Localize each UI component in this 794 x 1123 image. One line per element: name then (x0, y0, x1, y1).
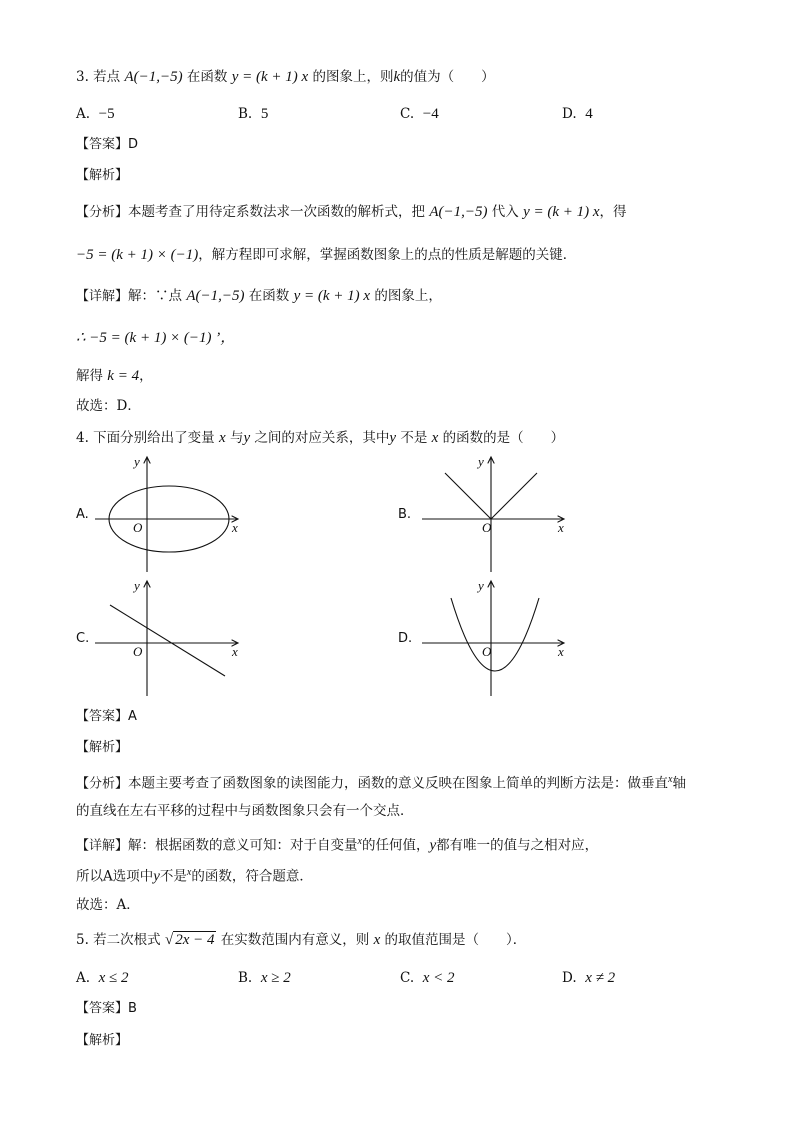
origin-label: O (133, 520, 143, 535)
q4-stem-text: 不是 (400, 430, 428, 446)
parabola-curve (451, 598, 539, 671)
answer-tag: 【答案】 (76, 137, 129, 152)
detail-text: 的图象上， (374, 288, 442, 304)
detail-text: 的任何值， (361, 837, 430, 854)
detail-text: 的函数，符合题意． (191, 868, 313, 885)
graph-d (418, 576, 578, 701)
detail-text: 解：∵点 (128, 288, 183, 304)
option-value: x < 2 (422, 970, 455, 986)
detail-text: 在函数 (248, 288, 290, 304)
detail-result: k = 4 (107, 368, 140, 384)
option-label: C. (400, 970, 415, 986)
q5-answer (76, 999, 137, 1019)
q3-conclusion: 故选：D． (76, 398, 141, 414)
option-value: x ≥ 2 (260, 970, 291, 986)
q4-jiexi: 【解析】 (76, 740, 129, 755)
origin-label: O (482, 644, 492, 659)
analysis-text: 本题主要考查了函数图象的读图能力，函数的意义反映在图象上简单的判断方法是：做垂直 (128, 775, 669, 792)
x-axis-label: x (558, 520, 564, 535)
q4-var-x: x (431, 430, 439, 446)
graph-b-label: B. (398, 507, 412, 522)
q3-stem-mid: 在函数 (186, 69, 228, 85)
option-label: C. (400, 106, 415, 122)
answer-value: D (128, 137, 139, 152)
radicand: 2x − 4 (175, 932, 215, 948)
q4-stem-text: 4. 下面分别给出了变量 (76, 430, 215, 446)
detail-var-y: y (429, 837, 437, 854)
q4-conclusion: 故选：A． (76, 897, 140, 913)
q3-detail-line-3 (76, 366, 153, 386)
option-value: −4 (422, 106, 439, 122)
option-value: 4 (585, 106, 593, 122)
q5-option-c (400, 968, 455, 988)
q4-answer (76, 707, 137, 727)
q4-stem-text: 之间的对应关系，其中 (254, 430, 390, 446)
detail-text: ， (139, 368, 153, 384)
q3-option-b (238, 104, 268, 124)
q5-stem-text: 5. 若二次根式 (76, 932, 161, 948)
q5-stem-text: 的取值范围是（ ）． (384, 932, 527, 948)
option-label: D. (562, 106, 577, 122)
option-value: x ≠ 2 (585, 970, 616, 986)
y-axis-label: y (478, 578, 484, 593)
q3-stem (76, 67, 495, 87)
linear-curve (110, 605, 225, 676)
detail-point: A(−1,−5) (186, 288, 245, 304)
q4-stem-text: 的函数的是（ ） (442, 430, 565, 446)
detail-text: 所以A选项中 (76, 868, 154, 885)
q4-analysis-line-1 (76, 770, 686, 795)
q4-stem (76, 428, 564, 448)
answer-value: B (128, 1001, 137, 1016)
option-label: A. (76, 106, 91, 122)
detail-text: 解：根据函数的意义可知：对于自变量 (128, 837, 358, 854)
option-value: 5 (260, 106, 269, 122)
analysis-text: 轴 (672, 775, 686, 792)
q4-var-x: x (218, 430, 226, 446)
q5-stem-text: 在实数范围内有意义，则 (220, 932, 370, 948)
detail-text: 都有唯一的值与之相对应， (436, 837, 599, 854)
q4-detail-line-2 (76, 863, 313, 887)
q5-var-x: x (373, 932, 381, 948)
origin-label: O (133, 644, 143, 659)
analysis-function: y = (k + 1) x (523, 204, 600, 220)
q3-analysis-line-1 (76, 202, 627, 223)
q3-stem-suffix-1: 的图象上，则 (312, 69, 394, 85)
graph-b (418, 452, 578, 577)
option-label: D. (562, 970, 577, 986)
q4-analysis-line-2: 的直线在左右平移的过程中与函数图象只会有一个交点． (76, 803, 414, 819)
option-value: −5 (98, 106, 115, 122)
analysis-tag: 【分析】 (76, 776, 129, 792)
analysis-point: A(−1,−5) (429, 204, 488, 220)
detail-equation: ∴ −5 = (k + 1) × (−1) ’， (76, 330, 236, 346)
q3-option-c (400, 104, 439, 124)
detail-function: y = (k + 1) x (293, 288, 371, 304)
q3-k: k (393, 69, 401, 85)
q3-jiexi: 【解析】 (76, 168, 129, 183)
analysis-text: 本题考查了用待定系数法求一次函数的解析式，把 (128, 204, 426, 220)
q4-stem-text: 与 (229, 430, 244, 446)
detail-text: 不是 (159, 868, 187, 885)
x-axis-label: x (232, 644, 238, 659)
x-axis-label: x (232, 520, 238, 535)
detail-text: 解得 (76, 368, 103, 384)
graph-a (90, 452, 260, 577)
q4-var-y: y (389, 430, 397, 446)
q4-var-y: y (243, 430, 251, 446)
answer-value: A (128, 709, 137, 724)
q3-stem-suffix-2: 的值为（ ） (400, 69, 495, 85)
detail-tag: 【详解】 (76, 838, 129, 854)
analysis-var-x: x (668, 774, 673, 785)
q5-option-a (76, 968, 129, 988)
q5-option-b (238, 968, 291, 988)
analysis-tag: 【分析】 (76, 205, 129, 220)
graph-c (90, 576, 260, 701)
q3-function: y = (k + 1) x (231, 69, 309, 85)
q3-option-d (562, 104, 593, 124)
detail-var-x: x (357, 836, 362, 847)
q4-detail-line-1 (76, 832, 598, 857)
q5-radical: √ 2x − 4 (164, 932, 215, 948)
q3-option-a (76, 104, 115, 124)
q3-analysis-line-2 (76, 245, 576, 265)
detail-var-x: x (186, 867, 192, 878)
y-axis-label: y (478, 454, 484, 469)
graph-a-label: A. (76, 507, 89, 522)
y-axis-label: y (134, 454, 140, 469)
analysis-equation: −5 = (k + 1) × (−1) (76, 247, 199, 263)
y-axis-label: y (134, 578, 140, 593)
answer-tag: 【答案】 (76, 1001, 129, 1016)
q3-detail-line-2 (76, 328, 235, 348)
origin-label: O (482, 520, 492, 535)
q3-detail-line-1 (76, 286, 442, 307)
option-label: A. (76, 970, 91, 986)
graph-d-label: D. (398, 631, 413, 646)
analysis-text: ，得 (599, 204, 627, 220)
analysis-text: ，解方程即可求解，掌握函数图象上的点的性质是解题的关键． (198, 247, 577, 263)
detail-tag: 【详解】 (76, 289, 129, 304)
analysis-text: 代入 (491, 204, 519, 220)
q5-stem (76, 930, 526, 950)
option-value: x ≤ 2 (98, 970, 129, 986)
detail-var-y: y (153, 868, 160, 885)
x-axis-label: x (558, 644, 564, 659)
q5-option-d (562, 968, 615, 988)
option-label: B. (238, 970, 253, 986)
q5-jiexi: 【解析】 (76, 1033, 129, 1048)
q3-answer (76, 135, 138, 155)
option-label: B. (238, 106, 253, 122)
answer-tag: 【答案】 (76, 709, 129, 724)
q3-point: A(−1,−5) (124, 69, 183, 85)
q3-stem-prefix: 3. 若点 (76, 69, 121, 85)
graph-c-label: C. (76, 631, 90, 646)
